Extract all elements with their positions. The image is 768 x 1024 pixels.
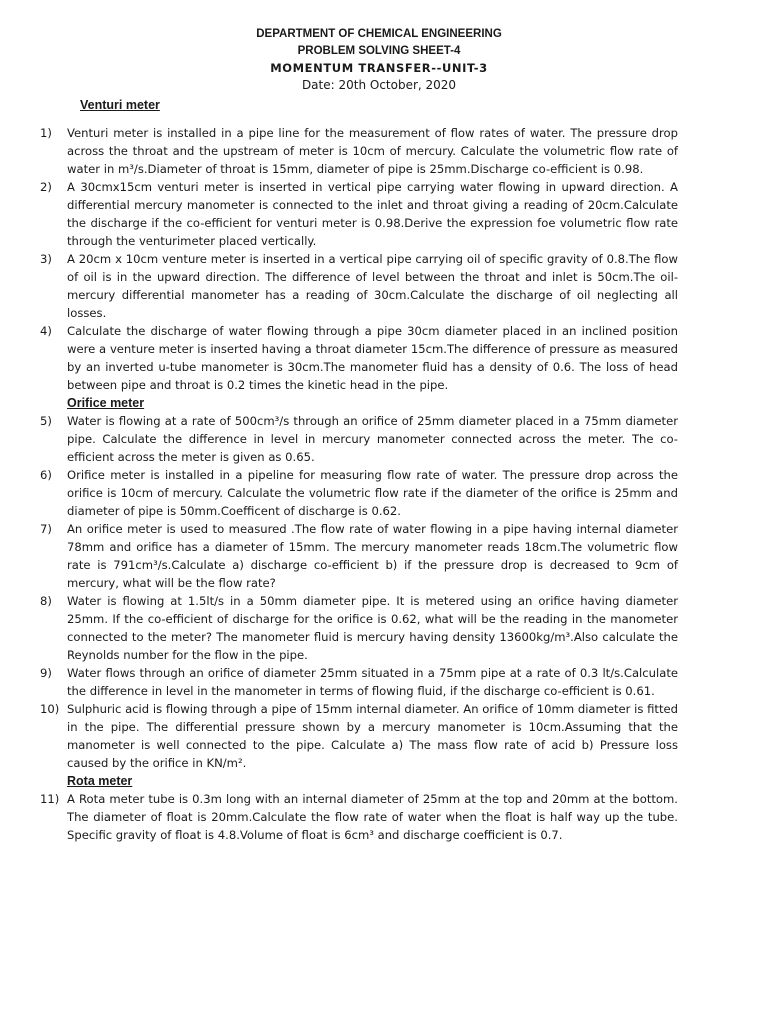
section-title: Orifice meter (67, 396, 145, 410)
question-item (40, 592, 678, 664)
question-item (40, 412, 678, 466)
question-item (40, 178, 678, 250)
document-header (80, 26, 678, 94)
question-text: An orifice meter is used to measured .The flow rate of water flowing in a pipe having internal diameter 78mm and orifice has a diameter of 15mm. The mercury manometer reads 18cm.The volumetric flow rate is 791cm³/s.Calculate a) discharge co-efficient b) if the pressure drop is decreased to 9cm of mercury, what will be the flow rate? (67, 522, 678, 590)
question-number: 3) (40, 252, 52, 266)
date-line: Date: 20th October, 2020 (301, 78, 457, 92)
question-number: 7) (40, 522, 52, 536)
question-item (40, 124, 678, 178)
question-text: Water is flowing at 1.5lt/s in a 50mm diameter pipe. It is metered using an orifice having diameter 25mm. If the co-efficient of discharge for the orifice is 0.62, what will be the reading in the manometer connected to the meter? The manometer fluid is mercury having density 13600kg/m³.Also calculate the Reynolds number for the flow in the pipe. (67, 594, 678, 662)
section-orifice (40, 394, 678, 772)
question-text: A Rota meter tube is 0.3m long with an internal diameter of 25mm at the top and 20mm at the bottom. The diameter of float is 20mm.Calculate the flow rate of water when the float is half way up the tube. Specific gravity of float is 4.8.Volume of float is 6cm³ and discharge coefficient is 0.7. (67, 792, 678, 842)
question-text: Sulphuric acid is flowing through a pipe of 15mm internal diameter. An orifice of 10mm diameter is fitted in the pipe. The differential pressure shown by a mercury manometer is 10cm.Assuming that the manometer is well connected to the pipe. Calculate a) The mass flow rate of acid b) Pressure loss caused by the orifice in KN/m². (67, 702, 678, 770)
question-text: Venturi meter is installed in a pipe line for the measurement of flow rates of water. The pressure drop across the throat and the upstream of meter is 10cm of mercury. Calculate the volumetric flow rate of water in m³/s.Diameter of throat is 15mm, diameter of pipe is 25mm.Discharge co-efficient is 0.98. (67, 126, 678, 176)
sheet-title: PROBLEM SOLVING SHEET-4 (297, 45, 461, 57)
question-item (40, 790, 678, 844)
question-item (40, 466, 678, 520)
department-title: DEPARTMENT OF CHEMICAL ENGINEERING (256, 28, 502, 40)
question-item (40, 520, 678, 592)
section-venturi (40, 96, 678, 394)
question-number: 2) (40, 180, 52, 194)
section-title: Venturi meter (80, 98, 160, 112)
question-number: 11) (40, 792, 60, 806)
question-text: A 20cm x 10cm venture meter is inserted in a vertical pipe carrying oil of specific gravity of 0.8.The flow of oil is in the upward direction. The difference of level between the throat and inlet is 50cm.The oil-mercury differential manometer has a reading of 30cm.Calculate the discharge of oil neglecting all losses. (67, 252, 678, 320)
section-title: Rota meter (67, 774, 133, 788)
question-number: 5) (40, 414, 52, 428)
question-number: 4) (40, 324, 52, 338)
question-number: 6) (40, 468, 52, 482)
question-item (40, 664, 678, 700)
question-text: Water is flowing at a rate of 500cm³/s through an orifice of 25mm diameter placed in a 75mm diameter pipe. Calculate the difference in level in mercury manometer connected across the meter. The co-efficient across the meter is given as 0.65. (67, 414, 678, 464)
question-number: 10) (40, 702, 60, 716)
question-item (40, 700, 678, 772)
question-number: 1) (40, 126, 52, 140)
question-number: 8) (40, 594, 52, 608)
question-number: 9) (40, 666, 52, 680)
question-text: A 30cmx15cm venturi meter is inserted in vertical pipe carrying water flowing in upward direction. A differential mercury manometer is connected to the inlet and throat giving a reading of 20cm.Calculate the discharge if the co-efficient for venturi meter is 0.98.Derive the expression foe volumetric flow rate through the venturimeter placed vertically. (67, 180, 678, 248)
question-text: Water flows through an orifice of diameter 25mm situated in a 75mm pipe at a rate of 0.3 lt/s.Calculate the difference in level in the manometer in terms of flowing fluid, if the discharge co-efficient is 0.61. (67, 666, 678, 698)
question-text: Orifice meter is installed in a pipeline for measuring flow rate of water. The pressure drop across the orifice is 10cm of mercury. Calculate the volumetric flow rate if the diameter of the orifice is 25mm and diameter of pipe is 50mm.Coefficent of discharge is 0.62. (67, 468, 678, 518)
section-rotameter (40, 772, 678, 844)
question-item (40, 322, 678, 394)
question-text: Calculate the discharge of water flowing through a pipe 30cm diameter placed in an inclined position were a venture meter is inserted having a throat diameter 15cm.The difference of pressure as measured by an inverted u-tube manometer is 30cm.The manometer fluid has a density of 0.6. The loss of head between pipe and throat is 0.2 times the kinetic head in the pipe. (67, 324, 678, 392)
unit-title: MOMENTUM TRANSFER--UNIT-3 (270, 61, 488, 75)
question-item (40, 250, 678, 322)
